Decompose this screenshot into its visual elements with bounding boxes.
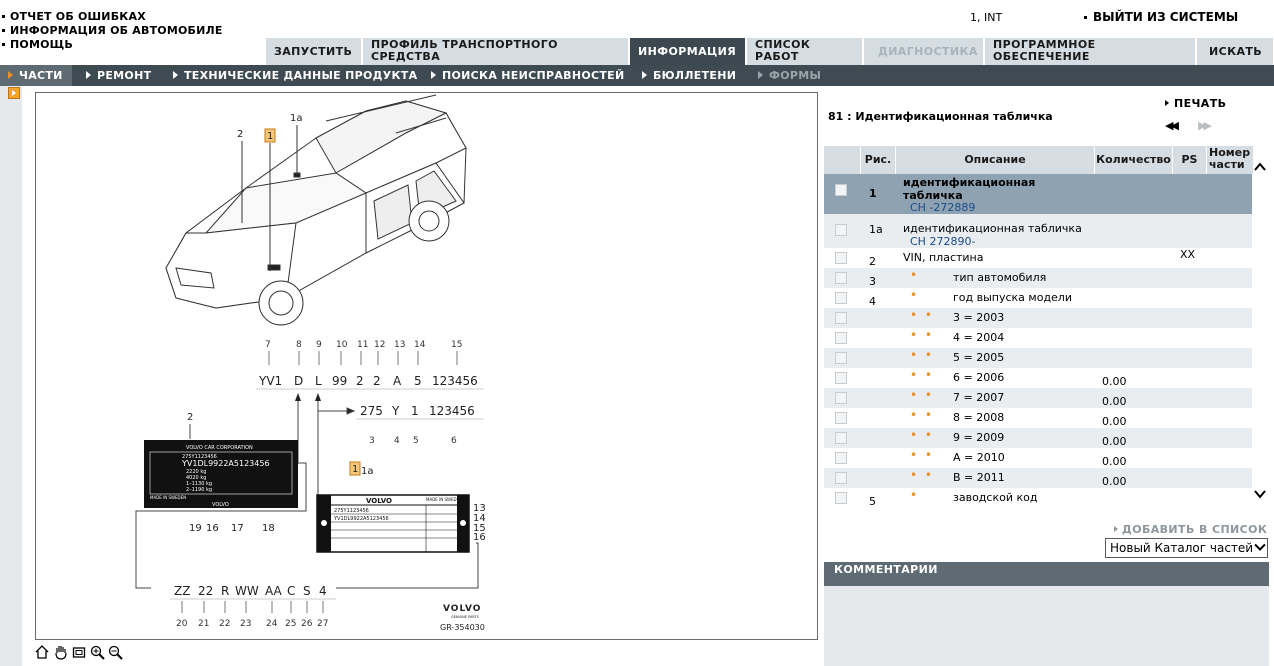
row2-pos: 4 xyxy=(394,436,400,446)
identification-diagram xyxy=(36,93,817,639)
subtab-parts[interactable]: ЧАСТИ xyxy=(0,65,72,86)
row-checkbox[interactable] xyxy=(835,452,847,464)
col-quantity: Количество xyxy=(1095,146,1172,174)
svg-text:275Y1123456: 275Y1123456 xyxy=(182,454,217,460)
vin-pos: 12 xyxy=(374,340,386,350)
row2-pos: 3 xyxy=(369,436,375,446)
left-collapse-strip xyxy=(0,86,22,666)
identification-sticker xyxy=(317,495,469,552)
plate-bottom-numbers xyxy=(189,523,275,534)
table-row[interactable] xyxy=(824,308,1252,328)
arrow-right-icon xyxy=(431,71,436,79)
row-description: A = 2010 xyxy=(953,451,1005,464)
bottom-pos: 21 xyxy=(198,619,210,629)
vin-value: 2 xyxy=(356,374,364,388)
bullet-icon: • xyxy=(910,488,920,502)
table-row[interactable] xyxy=(824,468,1252,488)
arrow-right-icon xyxy=(86,71,91,79)
vin-pos: 7 xyxy=(265,340,271,350)
svg-text:4020 kg: 4020 kg xyxy=(186,475,207,481)
scroll-down-icon[interactable] xyxy=(1253,488,1267,500)
bottom-pos: 24 xyxy=(266,619,278,629)
bullet-icon: • • xyxy=(910,448,934,462)
row-checkbox[interactable] xyxy=(835,312,847,324)
sticker-num: 16 xyxy=(473,532,486,543)
bottom-value: WW xyxy=(235,584,259,598)
row-description: B = 2011 xyxy=(953,471,1005,484)
tab-vehicle-profile[interactable]: ПРОФИЛЬ ТРАНСПОРТНОГО СРЕДСТВА xyxy=(363,38,629,65)
callout-2: 2 xyxy=(237,129,244,140)
volvo-logo: VOLVO xyxy=(443,604,482,614)
row-checkbox[interactable] xyxy=(835,272,847,284)
svg-text:1–1130 kg: 1–1130 kg xyxy=(186,481,213,487)
table-row[interactable] xyxy=(824,174,1252,214)
bottom-value: 22 xyxy=(198,584,214,598)
svg-text:2–1190 kg: 2–1190 kg xyxy=(186,487,213,493)
vin-pos: 14 xyxy=(414,340,426,350)
row-checkbox[interactable] xyxy=(835,412,847,424)
vin-value: YV1 xyxy=(259,374,283,388)
row-quantity: 0.00 xyxy=(1102,435,1127,448)
row-fig: 1a xyxy=(869,223,883,236)
car-illustration xyxy=(166,95,466,325)
catalog-select[interactable]: Новый Каталог частей xyxy=(1105,538,1268,558)
row-fig: 1 xyxy=(869,187,877,200)
row-description: 6 = 2006 xyxy=(953,371,1005,384)
row2-pos: 5 xyxy=(413,436,419,446)
svg-text:VOLVO CAR CORPORATION: VOLVO CAR CORPORATION xyxy=(186,445,253,451)
bullet-icon: • • xyxy=(910,408,934,422)
row-checkbox[interactable] xyxy=(835,252,847,264)
part-number-link[interactable]: CH -272889 xyxy=(910,201,976,214)
row2-value: 1 xyxy=(411,404,419,418)
bottom-values xyxy=(174,584,327,598)
arrow-right-icon xyxy=(1114,526,1118,532)
vin-pos: 10 xyxy=(336,340,348,350)
row-checkbox[interactable] xyxy=(835,432,847,444)
table-row[interactable] xyxy=(824,268,1252,288)
figure-reference: GR-354030 xyxy=(440,623,485,632)
tab-work-list[interactable]: СПИСОК РАБОТ xyxy=(747,38,863,65)
plate-num: 19 xyxy=(189,523,202,534)
row-quantity: 0.00 xyxy=(1102,455,1127,468)
col-description: Описание xyxy=(896,146,1094,174)
parts-illustration xyxy=(35,92,818,640)
table-row[interactable] xyxy=(824,368,1252,388)
svg-text:MADE IN SWEDEN: MADE IN SWEDEN xyxy=(150,495,187,500)
table-row[interactable] xyxy=(824,348,1252,368)
callout-1: 1 xyxy=(267,131,274,142)
vin-value: 123456 xyxy=(432,374,478,388)
zoom-out-icon[interactable] xyxy=(108,645,123,660)
arrow-right-icon xyxy=(642,71,647,79)
row-description: 3 = 2003 xyxy=(953,311,1005,324)
row-checkbox[interactable] xyxy=(835,224,847,236)
sticker-side-numbers xyxy=(473,503,486,543)
vin-value: 5 xyxy=(414,374,422,388)
subtab-technical-data[interactable]: ТЕХНИЧЕСКИЕ ДАННЫЕ ПРОДУКТА xyxy=(173,65,417,86)
fit-window-icon[interactable] xyxy=(72,645,86,659)
sticker-callout-1: 1 xyxy=(352,464,359,475)
bottom-value: R xyxy=(221,584,230,598)
row-checkbox[interactable] xyxy=(835,372,847,384)
parts-table xyxy=(824,174,1252,516)
bottom-pos: 20 xyxy=(176,619,188,629)
tab-information[interactable]: ИНФОРМАЦИЯ xyxy=(630,38,746,65)
bullet-icon: • xyxy=(910,288,920,302)
sticker-callout-1a: 1a xyxy=(361,466,374,477)
previous-page-button[interactable]: ◀◀ xyxy=(1165,119,1176,132)
help-link[interactable]: ПОМОЩЬ xyxy=(0,38,73,51)
genuine-parts-text: GENUINE PARTS xyxy=(451,615,479,619)
add-to-list-button: ДОБАВИТЬ В СПИСОК xyxy=(1114,523,1267,536)
bottom-value: S xyxy=(303,584,311,598)
subtab-bulletins[interactable]: БЮЛЛЕТЕНИ xyxy=(642,65,736,86)
row2-positions xyxy=(369,436,457,446)
svg-text:275Y1123456: 275Y1123456 xyxy=(334,508,369,514)
vin-value: L xyxy=(315,374,322,388)
row2-value: 275 xyxy=(360,404,383,418)
row-checkbox[interactable] xyxy=(835,392,847,404)
col-part-number: Номер части xyxy=(1207,146,1253,174)
sub-navigation xyxy=(0,65,1274,86)
svg-text:MADE IN SWEDEN: MADE IN SWEDEN xyxy=(426,497,463,502)
section-title: 81 : Идентификационная табличка xyxy=(828,110,1053,123)
chevron-down-icon xyxy=(1254,540,1265,551)
logout-link[interactable]: ВЫЙТИ ИЗ СИСТЕМЫ xyxy=(1084,10,1238,24)
sticker-num: 15 xyxy=(473,523,486,534)
row-description: 5 = 2005 xyxy=(953,351,1005,364)
bullet-icon: • • xyxy=(910,308,934,322)
next-page-button: ▶▶ xyxy=(1198,119,1209,132)
plate-num: 16 xyxy=(206,523,219,534)
bullet-icon: • • xyxy=(910,348,934,362)
row2-value: 123456 xyxy=(429,404,475,418)
row-quantity: 0.00 xyxy=(1102,415,1127,428)
plate-num: 18 xyxy=(262,523,275,534)
arrow-right-icon xyxy=(173,71,178,79)
part-number-link[interactable]: CH 272890- xyxy=(910,235,976,248)
bottom-value: ZZ xyxy=(174,584,191,598)
bottom-value: C xyxy=(287,584,296,598)
col-fig: Рис. xyxy=(861,146,895,174)
row-checkbox[interactable] xyxy=(835,352,847,364)
scroll-up-icon[interactable] xyxy=(1253,161,1267,173)
row-checkbox[interactable] xyxy=(835,332,847,344)
tab-diagnostics: ДИАГНОСТИКА xyxy=(864,38,984,65)
report-errors-link[interactable]: ОТЧЕТ ОБ ОШИБКАХ xyxy=(0,10,146,23)
vin-pos: 13 xyxy=(394,340,406,350)
row2-value: Y xyxy=(392,404,400,418)
vin-value: 99 xyxy=(332,374,348,388)
row-quantity: 0.00 xyxy=(1102,475,1127,488)
row-checkbox[interactable] xyxy=(835,472,847,484)
vin-plate xyxy=(144,440,298,508)
vin-pos: 9 xyxy=(316,340,322,350)
bullet-icon: • xyxy=(910,268,920,282)
col-ps: PS xyxy=(1173,146,1206,174)
bullet-icon: • • xyxy=(910,388,934,402)
bottom-pos: 26 xyxy=(301,619,313,629)
row-checkbox[interactable] xyxy=(835,292,847,304)
subtab-troubleshooting[interactable]: ПОИСКА НЕИСПРАВНОСТЕЙ xyxy=(431,65,625,86)
hand-pan-icon[interactable] xyxy=(53,644,69,660)
row-description: 4 = 2004 xyxy=(953,331,1005,344)
vehicle-info-link[interactable]: ИНФОРМАЦИЯ ОБ АВТОМОБИЛЕ xyxy=(0,24,223,37)
row-quantity: 0.00 xyxy=(1102,395,1127,408)
vin-pos: 15 xyxy=(451,340,463,350)
table-row[interactable] xyxy=(824,488,1252,508)
bullet-icon: • • xyxy=(910,328,934,342)
bottom-pos: 27 xyxy=(317,619,329,629)
subtab-repair[interactable]: РЕМОНТ xyxy=(86,65,151,86)
bottom-pos: 25 xyxy=(285,619,297,629)
row-quantity: 0.00 xyxy=(1102,375,1127,388)
svg-text:2220 kg: 2220 kg xyxy=(186,469,207,475)
svg-text:YV1DL9922A5123456: YV1DL9922A5123456 xyxy=(182,459,270,468)
user-id: 1, INT xyxy=(970,11,1003,24)
row2-pos: 6 xyxy=(451,436,457,446)
table-row[interactable] xyxy=(824,448,1252,468)
row-fig: 3 xyxy=(869,275,876,288)
arrow-right-icon xyxy=(758,71,763,79)
zoom-in-icon[interactable] xyxy=(90,645,105,660)
row-checkbox[interactable] xyxy=(835,184,847,196)
bottom-value: 4 xyxy=(319,584,327,598)
row-description: тип автомобиля xyxy=(953,271,1047,284)
vin-pos: 8 xyxy=(296,340,302,350)
col-checkbox xyxy=(824,146,860,174)
vin-values xyxy=(258,374,478,388)
row-fig: 2 xyxy=(869,255,876,268)
bullet-icon: • • xyxy=(910,468,934,482)
row-description: 7 = 2007 xyxy=(953,391,1005,404)
row-checkbox[interactable] xyxy=(835,492,847,504)
svg-text:YV1DL9922A5123456: YV1DL9922A5123456 xyxy=(334,516,389,522)
vin-value: A xyxy=(393,374,402,388)
table-row[interactable] xyxy=(824,214,1252,248)
arrow-right-icon xyxy=(1165,100,1169,106)
svg-text:VOLVO: VOLVO xyxy=(366,497,392,505)
vin-pos: 11 xyxy=(357,340,369,350)
sticker-num: 14 xyxy=(473,513,486,524)
table-row[interactable] xyxy=(824,428,1252,448)
row-description: идентификационная табличка xyxy=(903,222,1082,235)
vin-value: D xyxy=(294,374,304,388)
tab-start[interactable]: ЗАПУСТИТЬ xyxy=(266,38,362,65)
home-icon[interactable] xyxy=(35,645,49,659)
table-row[interactable] xyxy=(824,328,1252,348)
row-description: 9 = 2009 xyxy=(953,431,1005,444)
plate-callout: 2 xyxy=(187,412,194,423)
print-button[interactable]: ПЕЧАТЬ xyxy=(1165,97,1226,110)
plate-num: 17 xyxy=(231,523,244,534)
bullet-icon: • • xyxy=(910,428,934,442)
bottom-value: AA xyxy=(265,584,282,598)
table-row[interactable] xyxy=(824,408,1252,428)
comments-header: КОММЕНТАРИИ xyxy=(824,562,1269,586)
table-row[interactable] xyxy=(824,288,1252,308)
vin-value: 2 xyxy=(373,374,381,388)
image-toolbar xyxy=(35,644,123,662)
row-fig: 5 xyxy=(869,495,876,508)
bottom-pos: 23 xyxy=(240,619,252,629)
comments-area xyxy=(824,586,1269,666)
callout-1a: 1a xyxy=(290,113,303,124)
vin-position-numbers xyxy=(265,340,462,350)
sticker-num: 13 xyxy=(473,503,486,514)
arrow-right-icon xyxy=(8,71,13,79)
tab-search[interactable]: ИСКАТЬ xyxy=(1197,38,1274,65)
subtab-forms: ФОРМЫ xyxy=(758,65,821,86)
tab-software[interactable]: ПРОГРАММНОЕ ОБЕСПЕЧЕНИЕ xyxy=(985,38,1196,65)
svg-text:VOLVO: VOLVO xyxy=(212,502,229,508)
row-description: год выпуска модели xyxy=(953,291,1072,304)
bottom-positions xyxy=(176,619,328,629)
row-description: 8 = 2008 xyxy=(953,411,1005,424)
bullet-icon: • • xyxy=(910,368,934,382)
row-description: VIN, пластина xyxy=(903,251,984,264)
row-description: идентификационная табличка xyxy=(903,176,1036,202)
row2-values xyxy=(360,404,475,418)
table-row[interactable] xyxy=(824,388,1252,408)
table-row[interactable] xyxy=(824,248,1252,268)
expand-panel-icon[interactable] xyxy=(8,87,20,99)
row-description: заводской код xyxy=(953,491,1038,504)
row-fig: 4 xyxy=(869,295,876,308)
bottom-pos: 22 xyxy=(219,619,231,629)
row-ps: XX xyxy=(1180,248,1196,261)
